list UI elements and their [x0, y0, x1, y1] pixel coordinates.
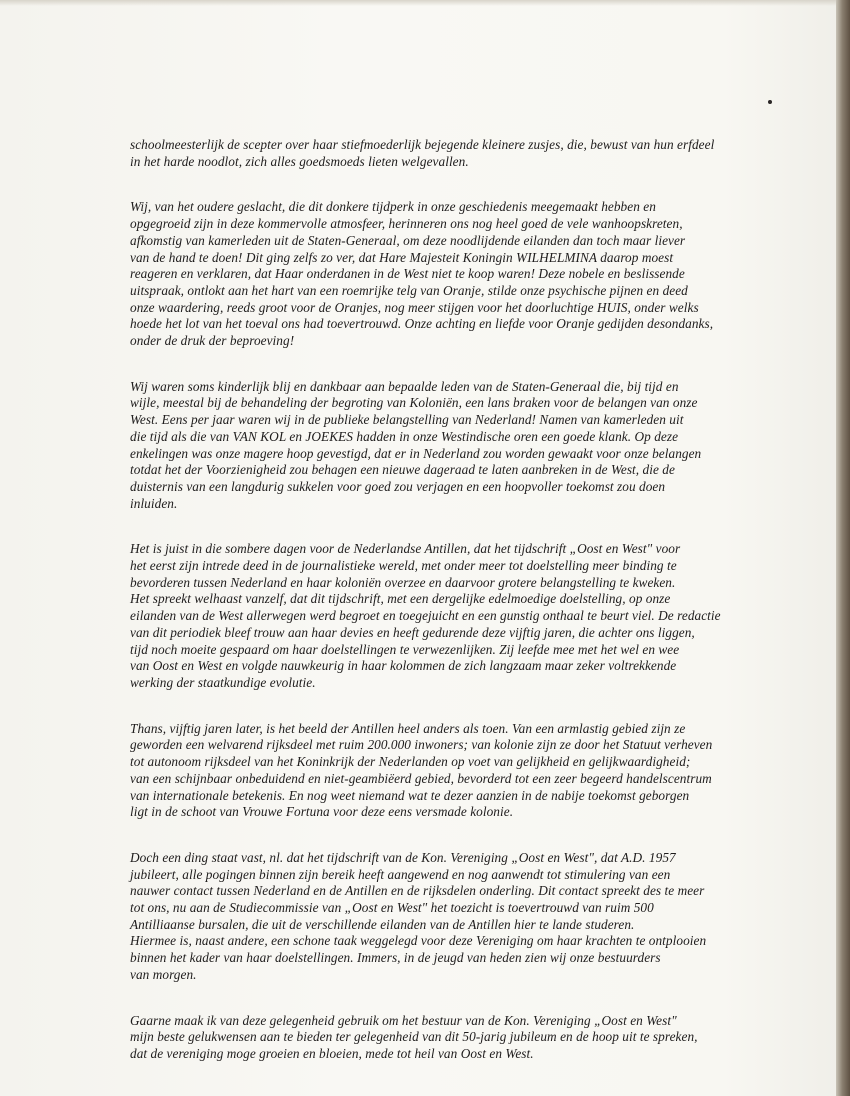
paragraph-2: [130, 199, 806, 349]
text-line: nauwer contact tussen Nederland en de Antillen en de rijksdelen onderling. Dit contact spreekt des te meer: [130, 883, 705, 899]
paragraph-7: [130, 1013, 806, 1063]
text-line: Hiermee is, naast andere, een schone taak weggelegd voor deze Vereniging om haar krachten te ontplooien: [130, 933, 707, 949]
text-line: hoede het lot van het toeval ons had toevertrouwd. Onze achting en liefde voor Oranje gedijden desondanks,: [130, 316, 714, 332]
text-line: van internationale betekenis. En nog weet niemand wat te dezer aanzien in de nabije toekomst geborgen: [130, 787, 690, 803]
text-line: van de hand te doen! Dit ging zelfs zo ver, dat Hare Majesteit Koningin WILHELMINA daarop moest: [130, 249, 674, 265]
article-body: [130, 137, 806, 1092]
text-line: Het spreekt welhaast vanzelf, dat dit tijdschrift, met een dergelijke edelmoedige doelstelling, op onze: [130, 591, 671, 607]
text-line: ligt in de schoot van Vrouwe Fortuna voor deze eens versmade kolonie.: [130, 804, 514, 820]
text-line: jubileert, alle pogingen binnen zijn bereik heeft aangewend en nog aanwendt tot stimulering van een: [130, 866, 671, 882]
text-line: het eerst zijn intrede deed in de journalistieke wereld, met onder meer tot doelstelling meer binding te: [130, 558, 677, 574]
text-line: Doch een ding staat vast, nl. dat het tijdschrift van de Kon. Vereniging „Oost en West", dat A.D. 1957: [130, 849, 676, 865]
text-line: eilanden van de West allerwegen werd begroet en toegejuicht en een gunstig onthaal te beurt viel. De redactie: [130, 608, 721, 624]
paragraph-6: [130, 850, 806, 984]
text-line: tot autonoom rijksdeel van het Koninkrijk der Nederlanden op voet van gelijkheid en gelijkwaardigheid;: [130, 754, 691, 770]
text-line: dat de vereniging moge groeien en bloeien, mede tot heil van Oost en West.: [130, 1045, 534, 1061]
text-line: enkelingen was onze magere hoop gevestigd, dat er in Nederland zou worden gewaakt voor onze belangen: [130, 445, 702, 461]
paragraph-1: [130, 137, 806, 170]
text-line: reageren en verklaren, dat Haar onderdanen in de West niet te koop waren! Deze nobele en beslissende: [130, 266, 685, 282]
text-line: afkomstig van kamerleden uit de Staten-Generaal, om deze noodlijdende eilanden dan toch maar liever: [130, 232, 686, 248]
text-line: Het is juist in die sombere dagen voor de Nederlandse Antillen, dat het tijdschrift „Oost en West" voor: [130, 541, 681, 557]
text-line: tijd noch moeite gespaard om haar doelstellingen te verwezenlijken. Zij leefde mee met het wel en wee: [130, 641, 680, 657]
text-line: Antilliaanse bursalen, die uit de verschillende eilanden van de Antillen hier te lande studeren.: [130, 916, 635, 932]
text-line: van morgen.: [130, 966, 197, 982]
text-line: Wij waren soms kinderlijk blij en dankbaar aan bepaalde leden van de Staten-Generaal die, bij tijd en: [130, 378, 679, 394]
text-line: uitspraak, ontlokt aan het hart van een roemrijke telg van Oranje, stilde onze psychische pijnen en deed: [130, 282, 688, 298]
text-line: totdat het der Voorzienigheid zou behagen een nieuwe dageraad te laten aanbreken in de West, die de: [130, 462, 675, 478]
text-line: wijle, meestal bij de behandeling der begroting van Koloniën, een lans braken voor de belangen van onze: [130, 395, 698, 411]
text-line: tot ons, nu aan de Studiecommissie van „Oost en West" het toezicht is toevertrouwd van ruim 500: [130, 900, 654, 916]
page-right-edge: [836, 0, 850, 1096]
text-line: Wij, van het oudere geslacht, die dit donkere tijdperk in onze geschiedenis meegemaakt hebben en: [130, 199, 656, 215]
ink-speck: [768, 100, 772, 104]
text-line: Thans, vijftig jaren later, is het beeld der Antillen heel anders als toen. Van een armlastig gebied zijn ze: [130, 720, 686, 736]
text-line: werking der staatkundige evolutie.: [130, 674, 316, 690]
paragraph-4: [130, 541, 806, 691]
page-top-shadow: [0, 0, 850, 6]
text-line: van een schijnbaar onbeduidend en niet-geambiëerd gebied, bevorderd tot een zeer begeerd handelscentrum: [130, 770, 712, 786]
text-line: onder de druk der beproeving!: [130, 333, 295, 349]
text-line: mijn beste gelukwensen aan te bieden ter gelegenheid van dit 50-jarig jubileum en de hoop uit te spreken,: [130, 1029, 698, 1045]
text-line: geworden een welvarend rijksdeel met ruim 200.000 inwoners; van kolonie zijn ze door het Statuut verheven: [130, 737, 713, 753]
text-line: inluiden.: [130, 495, 178, 511]
text-line: die tijd als die van VAN KOL en JOEKES hadden in onze Westindische oren een goede klank. Op deze: [130, 428, 679, 444]
text-line: onze waardering, reeds groot voor de Oranjes, nog meer stijgen voor het doorluchtige HUIS, onder welks: [130, 299, 699, 315]
text-line: van dit periodiek bleef trouw aan haar devies en heeft gedurende deze vijftig jaren, die achter ons liggen,: [130, 624, 695, 640]
text-line: in het harde noodlot, zich alles goedsmoeds lieten welgevallen.: [130, 153, 469, 169]
text-line: West. Eens per jaar waren wij in de publieke belangstelling van Nederland! Namen van kamerleden uit: [130, 412, 684, 428]
text-line: schoolmeesterlijk de scepter over haar stiefmoederlijk bejegende kleinere zusjes, die, bewust van hun erfdeel: [130, 137, 715, 152]
paragraph-3: [130, 379, 806, 513]
text-line: van Oost en West en volgde nauwkeurig in haar kolommen de zich langzaam maar zeker voltrekkende: [130, 658, 677, 674]
paragraph-5: [130, 721, 806, 821]
text-line: binnen het kader van haar doelstellingen. Immers, in de jeugd van heden zien wij onze bestuurders: [130, 950, 661, 966]
text-line: duisternis van een langdurig sukkelen voor goed zou verjagen en een hoopvoller toekomst zou doen: [130, 478, 666, 494]
text-line: opgegroeid zijn in deze kommervolle atmosfeer, herinneren ons nog heel goed de vele wanhoopskreten,: [130, 216, 683, 232]
text-line: Gaarne maak ik van deze gelegenheid gebruik om het bestuur van de Kon. Vereniging „Oost en West": [130, 1012, 677, 1028]
text-line: bevorderen tussen Nederland en haar koloniën overzee en daarvoor grotere belangstelling te kweken.: [130, 574, 676, 590]
